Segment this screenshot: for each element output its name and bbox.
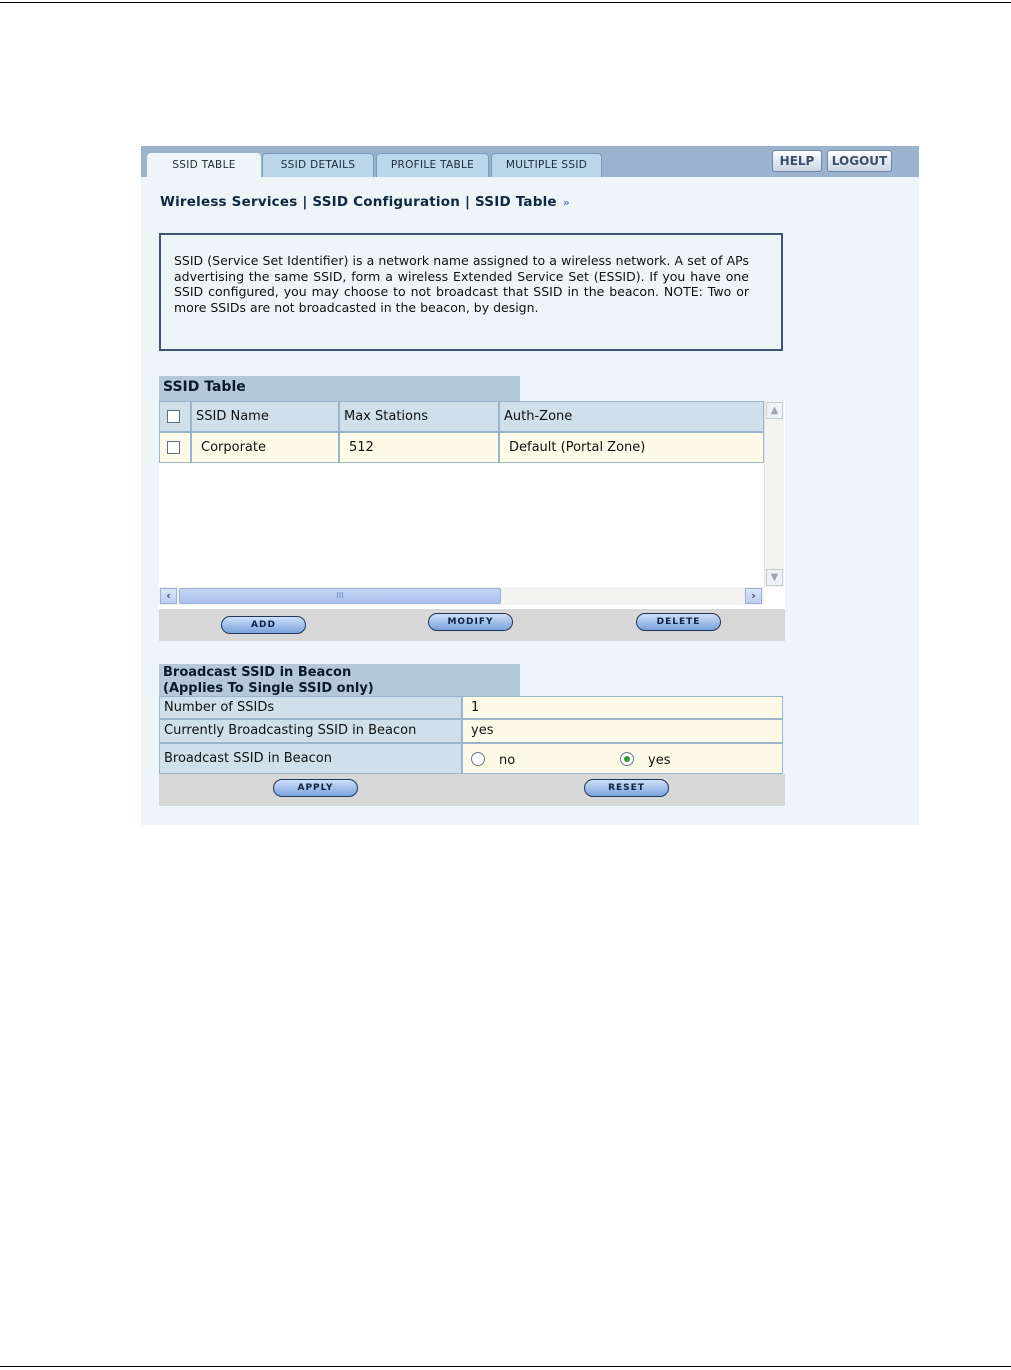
ssid-table-button-bar (159, 609, 785, 641)
currently-broadcasting-label: Currently Broadcasting SSID in Beacon (159, 719, 462, 743)
breadcrumb (160, 194, 570, 210)
row-select-cell (159, 432, 191, 463)
col-max-stations[interactable]: Max Stations (339, 401, 499, 432)
modify-button[interactable]: MODIFY (428, 613, 513, 631)
scroll-right-icon[interactable]: › (745, 588, 762, 604)
add-button[interactable]: ADD (221, 616, 306, 634)
table-row[interactable] (159, 432, 764, 463)
ssid-table-title-text: SSID Table (163, 379, 246, 395)
tab-bar (141, 146, 919, 177)
broadcast-title-line2: (Applies To Single SSID only) (163, 680, 374, 696)
cell-max-stations: 512 (339, 432, 499, 463)
radio-no[interactable] (471, 752, 485, 766)
tab-profile-table[interactable]: PROFILE TABLE (376, 153, 489, 177)
delete-button[interactable]: DELETE (636, 613, 721, 631)
ssid-table-title (159, 376, 520, 401)
row-checkbox[interactable] (167, 441, 180, 454)
ssid-table (159, 401, 785, 609)
currently-broadcasting-row (159, 719, 783, 743)
broadcast-button-bar (159, 774, 785, 806)
radio-selected-dot-icon (624, 756, 630, 762)
scroll-down-icon[interactable]: ▼ (766, 569, 783, 586)
page-bottom-rule (0, 1366, 1011, 1367)
select-all-checkbox[interactable] (167, 410, 180, 423)
reset-button[interactable]: RESET (584, 779, 669, 797)
tab-ssid-table[interactable]: SSID TABLE (147, 153, 261, 177)
ssid-info-box (159, 233, 783, 351)
tab-ssid-details[interactable]: SSID DETAILS (262, 153, 374, 177)
radio-yes[interactable] (620, 752, 634, 766)
radio-no-label[interactable]: no (499, 753, 516, 768)
col-ssid-name[interactable]: SSID Name (191, 401, 339, 432)
apply-button[interactable]: APPLY (273, 779, 358, 797)
number-of-ssids-value: 1 (462, 696, 783, 719)
select-all-cell (159, 401, 191, 432)
horizontal-scrollbar[interactable] (159, 587, 764, 605)
scroll-left-icon[interactable]: ‹ (160, 588, 177, 604)
broadcast-section-title (159, 664, 520, 696)
broadcast-title-line1: Broadcast SSID in Beacon (163, 665, 352, 680)
ssid-table-header-row (159, 401, 764, 432)
help-button[interactable]: HELP (772, 150, 822, 172)
broadcast-ssid-label: Broadcast SSID in Beacon (159, 743, 462, 774)
scroll-up-icon[interactable]: ▲ (766, 402, 783, 419)
breadcrumb-text: Wireless Services | SSID Configuration | SSID Table (160, 194, 557, 210)
radio-yes-label[interactable]: yes (648, 753, 671, 768)
number-of-ssids-row (159, 696, 783, 719)
col-auth-zone[interactable]: Auth-Zone (499, 401, 764, 432)
horizontal-scroll-thumb[interactable]: III (179, 588, 501, 604)
currently-broadcasting-value: yes (462, 719, 783, 743)
cell-ssid-name: Corporate (191, 432, 339, 463)
broadcast-ssid-row (159, 743, 783, 774)
vertical-scrollbar[interactable] (764, 401, 784, 587)
breadcrumb-arrows-icon: » (562, 196, 571, 209)
ssid-info-text: SSID (Service Set Identifier) is a network name assigned to a wireless network. A set of APs advertising the same SSID, form a wireless Extended Service Set (ESSID). If you have one SSID configured, you may choose to not broadcast that SSID in the beacon. NOTE: Two or more SSIDs are not broadcasted in the beacon, by design. (174, 253, 749, 316)
ssid-config-panel (141, 146, 919, 825)
number-of-ssids-label: Number of SSIDs (159, 696, 462, 719)
page-top-rule (0, 2, 1011, 3)
tab-multiple-ssid[interactable]: MULTIPLE SSID (491, 153, 602, 177)
logout-button[interactable]: LOGOUT (827, 150, 892, 172)
broadcast-ssid-options (462, 743, 783, 774)
cell-auth-zone: Default (Portal Zone) (499, 432, 764, 463)
